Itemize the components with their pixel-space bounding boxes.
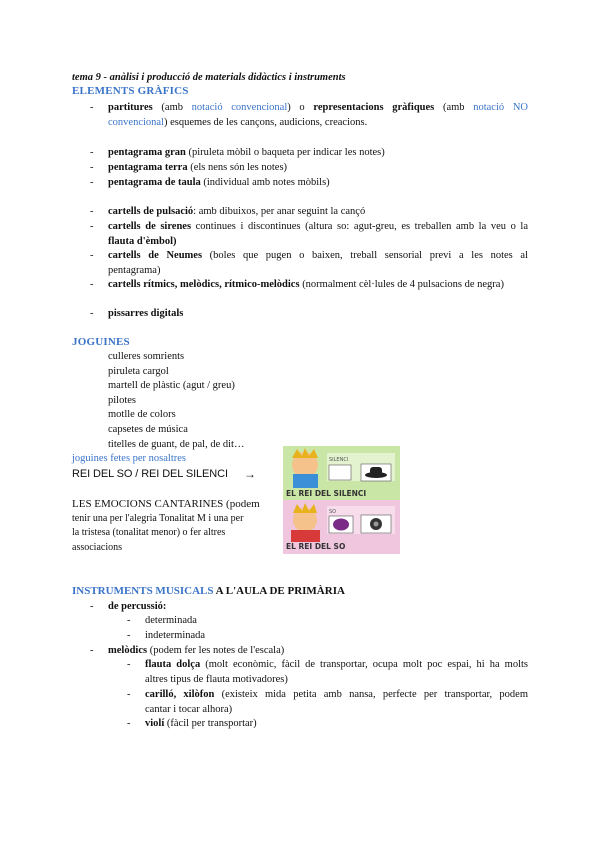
text-run: pentagrama de taula <box>108 177 201 188</box>
text-run: (molt econòmic, fàcil de transportar, ocupa molt poc espai, hi ha molts <box>200 659 528 670</box>
list-item-line <box>108 235 528 250</box>
text-run: flauta d'èmbol) <box>108 235 177 247</box>
joguina-item: motlle de colors <box>108 409 176 421</box>
bullet-dash: - <box>90 250 94 261</box>
joguina-item: piruleta cargol <box>108 365 169 377</box>
joguines-heading: JOGUINES <box>72 336 130 348</box>
text-run: (els nens són les notes) <box>187 162 288 173</box>
text-run: convencional <box>108 116 164 128</box>
emocions-line: LES EMOCIONS CANTARINES (podem <box>72 498 260 510</box>
instruments-heading-black: A L'AULA DE PRIMÀRIA <box>213 585 345 597</box>
percussio-item: indeterminada <box>145 629 206 641</box>
melodics-rest: (podem fer les notes de l'escala) <box>147 645 285 656</box>
document-title: tema 9 - anàlisi i producció de materials didàctics i instruments <box>72 72 346 83</box>
king-so-body <box>291 530 320 542</box>
text-run: (fàcil per transportar) <box>164 718 257 729</box>
text-run: pissarres digitals <box>108 308 184 319</box>
list-item-line <box>145 717 528 732</box>
bullet-dash: - <box>127 615 131 626</box>
rei-illustration-svg <box>283 446 400 554</box>
text-run: (amb <box>152 102 192 113</box>
text-run: altres tipus de flauta motivadores) <box>145 673 288 685</box>
text-run: cartells de sirenes <box>108 221 192 232</box>
list-item-line <box>108 146 528 161</box>
bullet-dash: - <box>90 279 94 290</box>
text-run: cartells de Neumes <box>108 250 203 261</box>
list-item-line <box>108 278 528 293</box>
instruments-heading-blue: INSTRUMENTS MUSICALS <box>72 585 214 597</box>
list-item-line <box>145 703 528 718</box>
so-small-label: SO <box>329 509 337 515</box>
text-run: cantar i tocar alhora) <box>145 703 233 715</box>
list-item-line <box>145 658 528 673</box>
list-item-line <box>145 673 528 688</box>
emocions-line: associacions <box>72 541 122 553</box>
rei-label: REI DEL SO / REI DEL SILENCI <box>72 468 228 480</box>
king-silenci-body <box>293 474 318 488</box>
joguina-item: capsetes de música <box>108 424 188 435</box>
text-run: pentagrama) <box>108 264 161 276</box>
bullet-dash: - <box>90 206 94 217</box>
arrow-icon: → <box>244 467 256 481</box>
list-item-line <box>108 101 528 116</box>
list-item-line <box>108 264 528 279</box>
hat-crown-icon <box>370 467 382 475</box>
text-run: (boles que pugen o baixen, treball sensorial previ a les notes al <box>202 250 528 261</box>
melodics-label <box>108 644 284 659</box>
list-item-line <box>108 161 528 176</box>
elements-heading: ELEMENTS GRÀFICS <box>72 85 189 97</box>
text-run: ) o <box>287 102 314 113</box>
list-item-line <box>108 176 528 191</box>
bullet-dash: - <box>90 177 94 188</box>
text-run: cartells rítmics, melòdics, rítmico-melòdics <box>108 279 300 290</box>
list-item-line <box>108 220 528 235</box>
emocions-line: tenir una per l'alegria Tonalitat M i una per <box>72 512 244 524</box>
list-item-line <box>108 205 528 220</box>
text-run: flauta dolça <box>145 659 201 670</box>
joguina-item: pilotes <box>108 394 136 406</box>
silenci-small-label: SILENCI <box>329 457 349 463</box>
instruments-heading <box>72 584 345 599</box>
silenci-white-box <box>329 465 351 480</box>
bullet-dash: - <box>127 718 131 729</box>
joguina-item: martell de plàstic (agut / greu) <box>108 380 235 392</box>
caption-silenci: EL REI DEL SILENCI <box>286 489 367 498</box>
joguines-fetes: joguines fetes per nosaltres <box>72 453 187 464</box>
list-item-line <box>145 688 528 703</box>
joguina-item: titelles de guant, de pal, de dit… <box>108 438 245 450</box>
bullet-dash: - <box>90 102 94 113</box>
bullet-dash: - <box>90 308 94 319</box>
text-run: violí <box>145 718 165 729</box>
joguina-item: culleres somrients <box>108 351 185 362</box>
text-run: : amb dibuixos, per anar seguint la cançó <box>193 206 366 217</box>
percussio-item: determinada <box>145 615 197 626</box>
list-item-line <box>108 116 528 131</box>
text-run: continues i discontinues (altura so: agut-greu, es treballen amb la veu o la <box>191 221 528 232</box>
so-purple-icon <box>333 519 349 531</box>
text-run: cartells de pulsació <box>108 206 194 217</box>
text-run: (amb <box>434 102 474 113</box>
list-item-line <box>108 249 528 264</box>
bullet-dash: - <box>90 221 94 232</box>
text-run: notació NO <box>473 102 528 113</box>
bullet-dash: - <box>127 689 131 700</box>
melodics-bold: melòdics <box>108 645 148 656</box>
bullet-dash: - <box>127 659 131 670</box>
text-run: (piruleta mòbil o baqueta per indicar les notes) <box>185 147 385 158</box>
list-item-line <box>108 307 528 322</box>
bullet-dash: - <box>90 147 94 158</box>
speaker-cone <box>374 522 379 527</box>
bullet-dash: - <box>90 645 94 656</box>
text-run: (normalment cèl·lules de 4 pulsacions de negra) <box>299 279 504 290</box>
bullet-dash: - <box>90 162 94 173</box>
caption-so: EL REI DEL SO <box>286 542 346 551</box>
text-run: carilló, xilòfon <box>145 689 215 700</box>
text-run: ) esquemes de les cançons, audicions, creacions. <box>163 116 368 128</box>
emocions-line: la tristesa (tonalitat menor) o fer altres <box>72 527 226 539</box>
text-run: pentagrama gran <box>108 147 186 158</box>
text-run: representacions gràfiques <box>313 102 435 113</box>
text-run: notació convencional <box>191 102 288 113</box>
rei-illustration <box>283 446 400 554</box>
text-run: partitures <box>108 102 153 113</box>
text-run: (existeix mida petita amb nansa, perfecte per transportar, podem <box>214 689 528 700</box>
percussio-label: de percussió: <box>108 601 167 612</box>
text-run: (individual amb notes mòbils) <box>200 177 330 188</box>
text-run: pentagrama terra <box>108 162 188 173</box>
bullet-dash: - <box>90 601 94 612</box>
bullet-dash: - <box>127 629 131 641</box>
